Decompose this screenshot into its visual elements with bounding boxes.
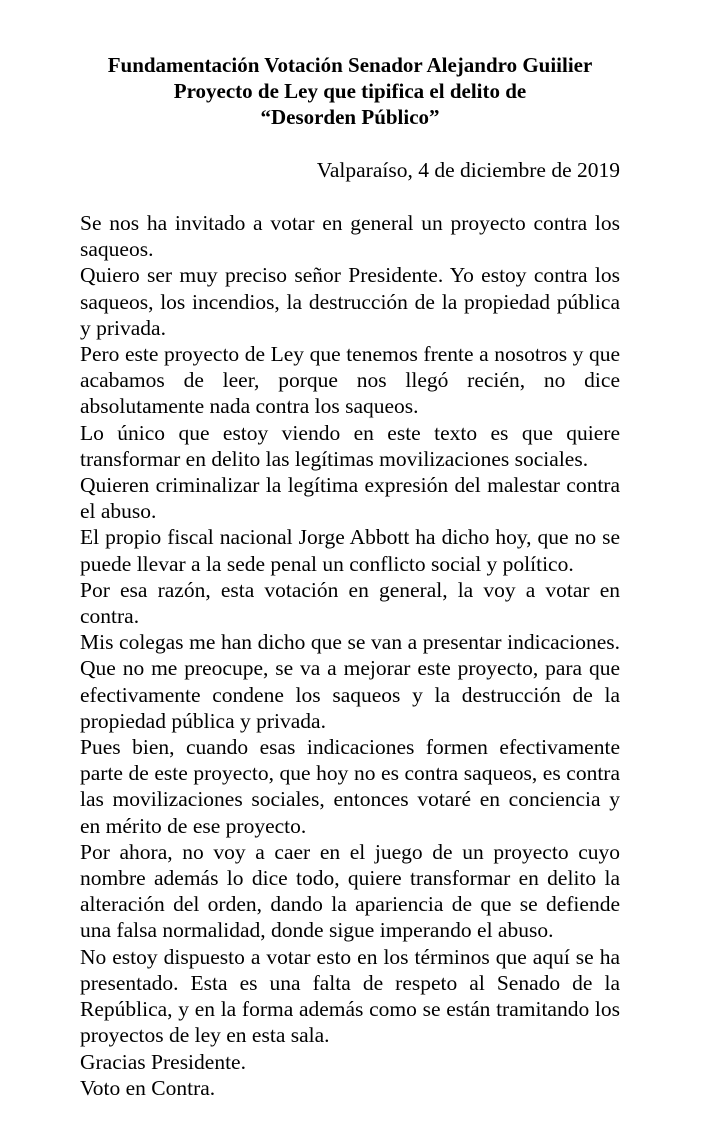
title-line: “Desorden Público”: [260, 105, 440, 129]
document-page: [80, 52, 620, 1101]
paragraph: No estoy dispuesto a votar esto en los términos que aquí se ha presentado. Esta es una falta de respeto al Senado de la República, y en la forma además como se están tramitando los proyectos de ley en esta sala.: [80, 944, 620, 1048]
paragraph: Por ahora, no voy a caer en el juego de un proyecto cuyo nombre además lo dice todo, quiere transformar en delito la alteración del orden, dando la apariencia de que se defiende una falsa normalidad, donde sigue imperando el abuso.: [80, 839, 620, 943]
title-line: Proyecto de Ley que tipifica el delito de: [173, 79, 527, 103]
paragraph: Pero este proyecto de Ley que tenemos frente a nosotros y que acabamos de leer, porque nos llegó recién, no dice absolutamente nada contra los saqueos.: [80, 342, 620, 419]
closing-line: Voto en Contra.: [80, 1075, 216, 1100]
paragraph: Se nos ha invitado a votar en general un proyecto contra los saqueos.: [80, 211, 620, 262]
paragraph: Quieren criminalizar la legítima expresión del malestar contra el abuso.: [80, 473, 620, 524]
paragraph: Mis colegas me han dicho que se van a presentar indicaciones. Que no me preocupe, se va a mejorar este proyecto, para que efectivamente condene los saqueos y la destrucción de la propiedad pública y privada.: [80, 630, 620, 733]
paragraph: El propio fiscal nacional Jorge Abbott ha dicho hoy, que no se puede llevar a la sede penal un conflicto social y político.: [80, 525, 620, 576]
closing-line: Gracias Presidente.: [80, 1049, 246, 1074]
title-line: Fundamentación Votación Senador Alejandro Guiilier: [107, 53, 593, 77]
paragraph: Por esa razón, esta votación en general, la voy a votar en contra.: [80, 577, 620, 629]
paragraph: Quiero ser muy preciso señor Presidente. Yo estoy contra los saqueos, los incendios, la destrucción de la propiedad pública y privada.: [80, 263, 620, 340]
paragraph: Pues bien, cuando esas indicaciones formen efectivamente parte de este proyecto, que hoy no es contra saqueos, es contra las movilizaciones sociales, entonces votaré en conciencia y en mérito de ese proyecto.: [80, 735, 620, 838]
document-body: [80, 210, 620, 1101]
document-title: [80, 52, 620, 130]
place-date: Valparaíso, 4 de diciembre de 2019: [316, 158, 620, 182]
paragraph: Lo único que estoy viendo en este texto es que quiere transformar en delito las legítimas movilizaciones sociales.: [80, 420, 620, 471]
